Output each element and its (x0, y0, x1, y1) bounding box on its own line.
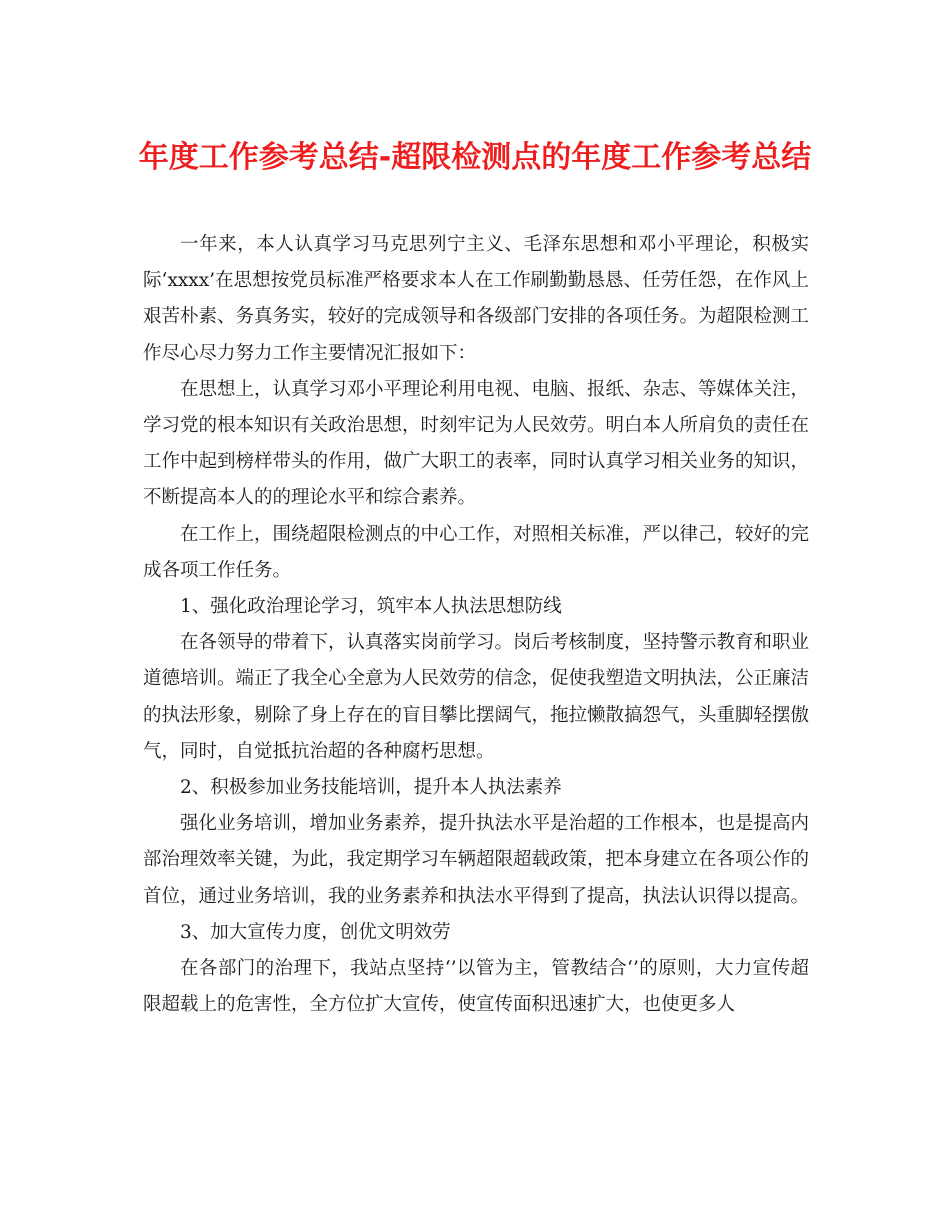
section-heading: 3、加大宣传力度，创优文明效劳 (180, 921, 451, 943)
paragraph: 在工作上，围绕超限检测点的中心工作，对照相关标准，严以律己，较好的完成各项工作任务。 (143, 523, 810, 581)
paragraph: 强化业务培训，增加业务素养，提升执法水平是治超的工作根本，也是提高内部治理效率关键，为此，我定期学习车辆超限超载政策，把本身建立在各项公作的首位，通过业务培训，我的业务素养和执法水平得到了提高，执法认识得以提高。 (143, 813, 810, 907)
section-heading: 2、积极参加业务技能培训，提升本人执法素养 (180, 777, 562, 799)
paragraph: 在各部门的治理下，我站点坚持‘’以管为主，管教结合‘’的原则，大力宣传超限超载上的危害性，全方位扩大宣传，使宣传面积迅速扩大，也使更多人 (143, 958, 809, 1016)
document-title: 年度工作参考总结-超限检测点的年度工作参考总结 (138, 140, 812, 175)
section-heading: 1、强化政治理论学习，筑牢本人执法思想防线 (180, 596, 562, 618)
paragraph: 一年来，本人认真学习马克思列宁主义、毛泽东思想和邓小平理论，积极实际‘xxxx’在思想按党员标准严格要求本人在工作刷勤勤恳恳、任劳任怨，在作风上艰苦朴素、务真务实，较好的完成领导和各级部门安排的各项任务。为超限检测工作尽心尽力努力工作主要情况汇报如下： (143, 234, 810, 364)
document-body (143, 227, 809, 1023)
paragraph: 在各领导的带着下，认真落实岗前学习。岗后考核制度，坚持警示教育和职业道德培训。端正了我全心全意为人民效劳的信念，促使我塑造文明执法，公正廉洁的执法形象，剔除了身上存在的盲目攀比摆阔气，拖拉懒散搞怨气，头重脚轻摆傲气，同时，自觉抵抗治超的各种腐朽思想。 (143, 632, 810, 762)
paragraph: 在思想上，认真学习邓小平理论利用电视、电脑、报纸、杂志、等媒体关注，学习党的根本知识有关政治思想，时刻牢记为人民效劳。明白本人所肩负的责任在工作中起到榜样带头的作用，做广大职工的表率，同时认真学习相关业务的知识，不断提高本人的的理论水平和综合素养。 (143, 378, 810, 509)
